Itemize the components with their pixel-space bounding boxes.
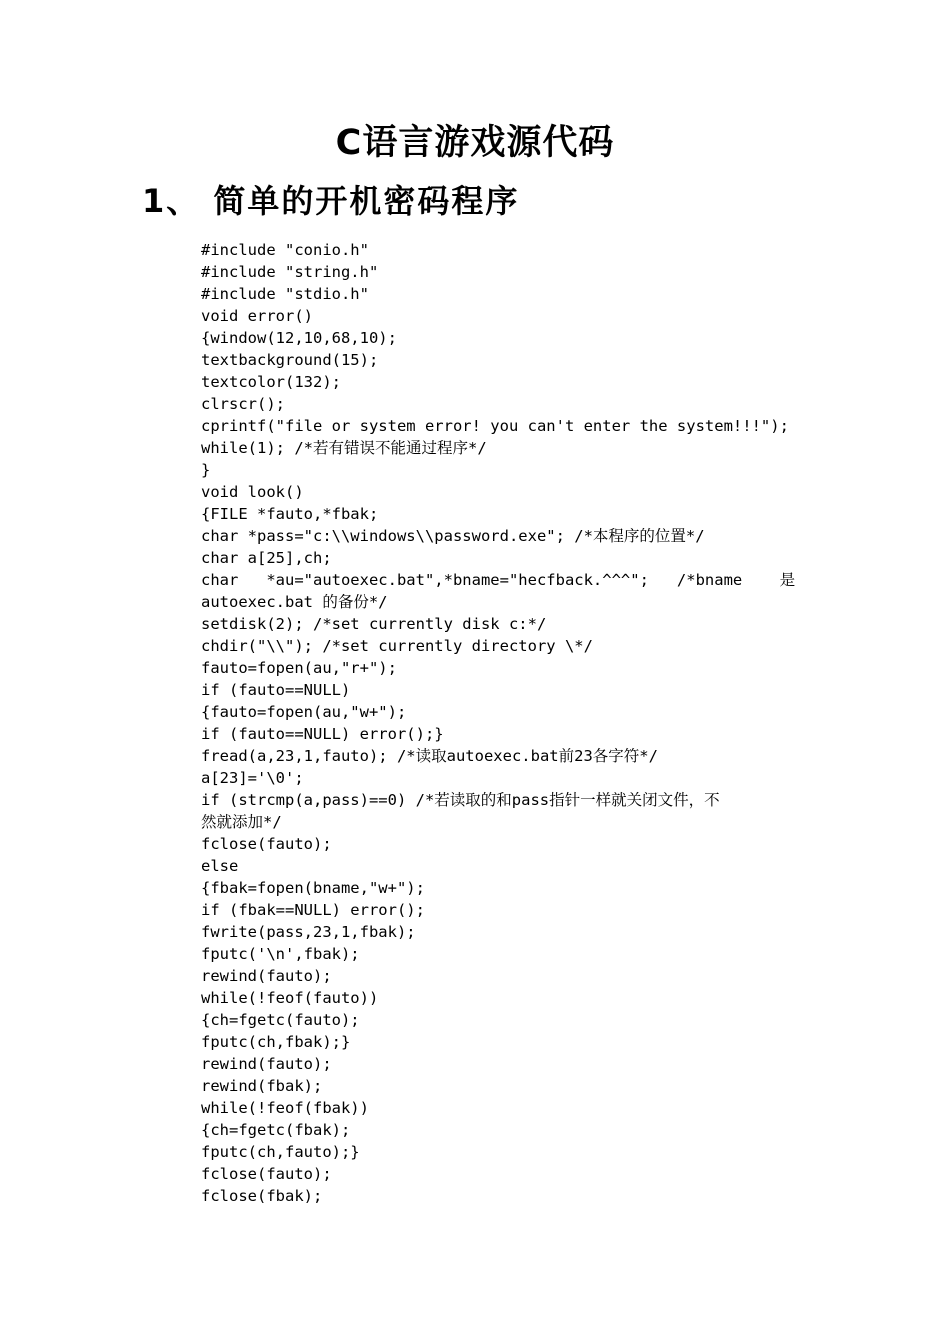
code-line: {FILE *fauto,*fbak; <box>201 505 379 523</box>
code-line: while(!feof(fauto)) <box>201 989 379 1007</box>
code-line: else <box>201 857 239 875</box>
code-line: if (fauto==NULL) <box>201 681 351 699</box>
code-line: fclose(fbak); <box>201 1187 323 1205</box>
code-line: fputc(ch,fbak);} <box>201 1033 351 1051</box>
code-line: fclose(fauto); <box>201 1165 332 1183</box>
code-line: while(1); /*若有错误不能通过程序*/ <box>201 439 487 457</box>
code-line: rewind(fbak); <box>201 1077 323 1095</box>
code-line: {window(12,10,68,10); <box>201 329 397 347</box>
code-line: if (fauto==NULL) error();} <box>201 725 444 743</box>
code-line: {ch=fgetc(fauto); <box>201 1011 360 1029</box>
code-line: char *au="autoexec.bat",*bname="hecfback.^^^"; /*bname 是 <box>201 571 796 589</box>
code-line: fauto=fopen(au,"r+"); <box>201 659 397 677</box>
code-line: while(!feof(fbak)) <box>201 1099 369 1117</box>
code-line: } <box>201 461 211 479</box>
section-heading: 1、 简单的开机密码程序 <box>142 182 520 220</box>
code-block <box>201 239 807 1207</box>
code-line: fclose(fauto); <box>201 835 332 853</box>
code-line: {fbak=fopen(bname,"w+"); <box>201 879 425 897</box>
code-line: a[23]='\0'; <box>201 769 304 787</box>
code-line: textbackground(15); <box>201 351 379 369</box>
code-line: fputc(ch,fauto);} <box>201 1143 360 1161</box>
code-line: cprintf("file or system error! you can't enter the system!!!"); <box>201 417 789 435</box>
code-line: textcolor(132); <box>201 373 341 391</box>
code-line: chdir("\\"); /*set currently directory \*/ <box>201 637 593 655</box>
code-line: {fauto=fopen(au,"w+"); <box>201 703 407 721</box>
code-line: 然就添加*/ <box>201 813 282 831</box>
code-line: {ch=fgetc(fbak); <box>201 1121 351 1139</box>
code-line: setdisk(2); /*set currently disk c:*/ <box>201 615 547 633</box>
code-line: clrscr(); <box>201 395 285 413</box>
code-line: char *pass="c:\\windows\\password.exe"; /*本程序的位置*/ <box>201 527 705 545</box>
code-line: void look() <box>201 483 304 501</box>
code-line: autoexec.bat 的备份*/ <box>201 593 388 611</box>
code-line: #include "string.h" <box>201 263 379 281</box>
code-line: fputc('\n',fbak); <box>201 945 360 963</box>
code-line: if (fbak==NULL) error(); <box>201 901 425 919</box>
code-line: if (strcmp(a,pass)==0) /*若读取的和pass指针一样就关闭文件，不 <box>201 791 720 809</box>
code-line: #include "stdio.h" <box>201 285 369 303</box>
code-line: fread(a,23,1,fauto); /*读取autoexec.bat前23各字符*/ <box>201 747 658 765</box>
code-line: char a[25],ch; <box>201 549 332 567</box>
code-line: fwrite(pass,23,1,fbak); <box>201 923 416 941</box>
code-line: rewind(fauto); <box>201 1055 332 1073</box>
code-line: rewind(fauto); <box>201 967 332 985</box>
code-line: #include "conio.h" <box>201 241 369 259</box>
code-line: void error() <box>201 307 313 325</box>
document-title: C语言游戏源代码 <box>335 123 615 163</box>
